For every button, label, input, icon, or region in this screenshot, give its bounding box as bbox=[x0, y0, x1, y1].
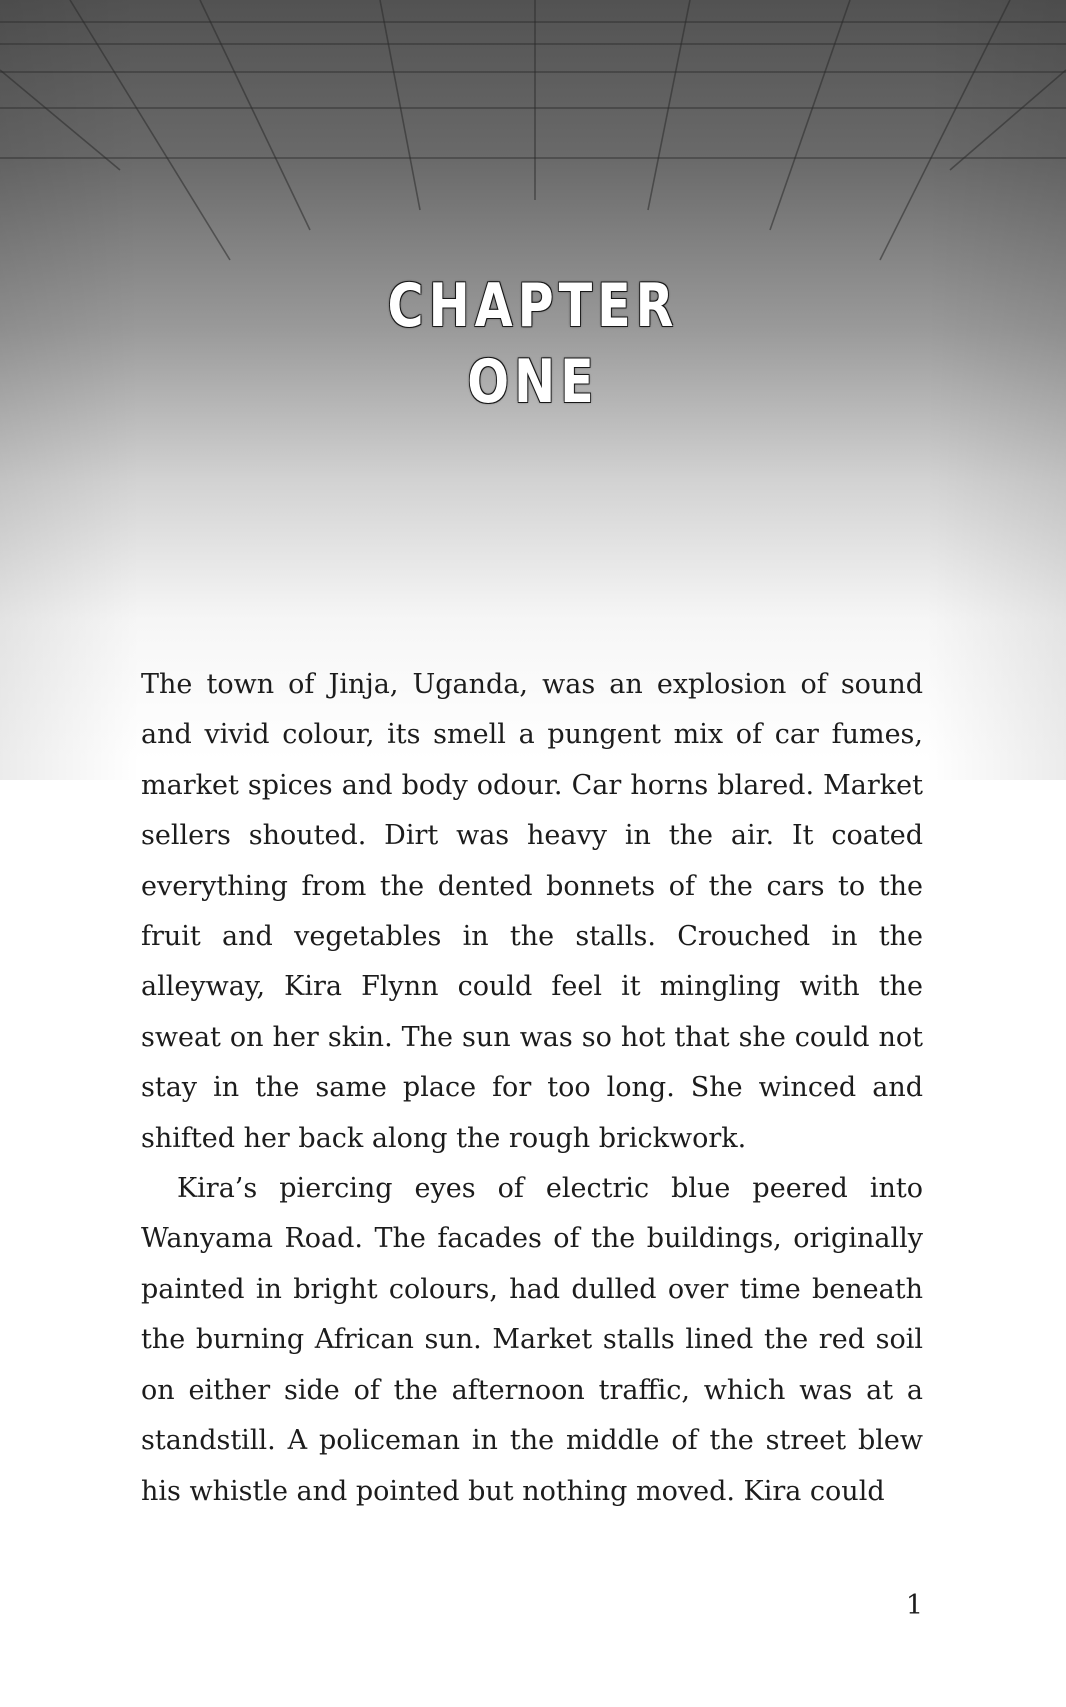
paragraph-2: Kira’s piercing eyes of electric blue peered into Wanyama Road. The facades of the buildings, originally painted in bright colours, had dulled over time beneath the burning African sun. Market stalls lined the red soil on either side of the afternoon traffic, which was at a standstill. A policeman in the middle of the street blew his whistle and pointed but nothing moved. Kira could bbox=[141, 1173, 923, 1507]
paragraph-1: The town of Jinja, Uganda, was an explosion of sound and vivid colour, its smell a pungent mix of car fumes, market spices and body odour. Car horns blared. Market sellers shouted. Dirt was heavy in the air. It coated everything from the dented bonnets of the cars to the fruit and vegetables in the stalls. Crouched in the alleyway, Kira Flynn could feel it mingling with the sweat on her skin. The sun was so hot that she could not stay in the same place for too long. She winced and shifted her back along the rough brickwork. bbox=[141, 669, 923, 1154]
chapter-number: ONE bbox=[467, 347, 599, 417]
page-number: 1 bbox=[905, 1590, 923, 1621]
chapter-body bbox=[141, 660, 923, 1517]
chapter-heading bbox=[96, 268, 970, 420]
chapter-label: CHAPTER bbox=[387, 271, 679, 341]
